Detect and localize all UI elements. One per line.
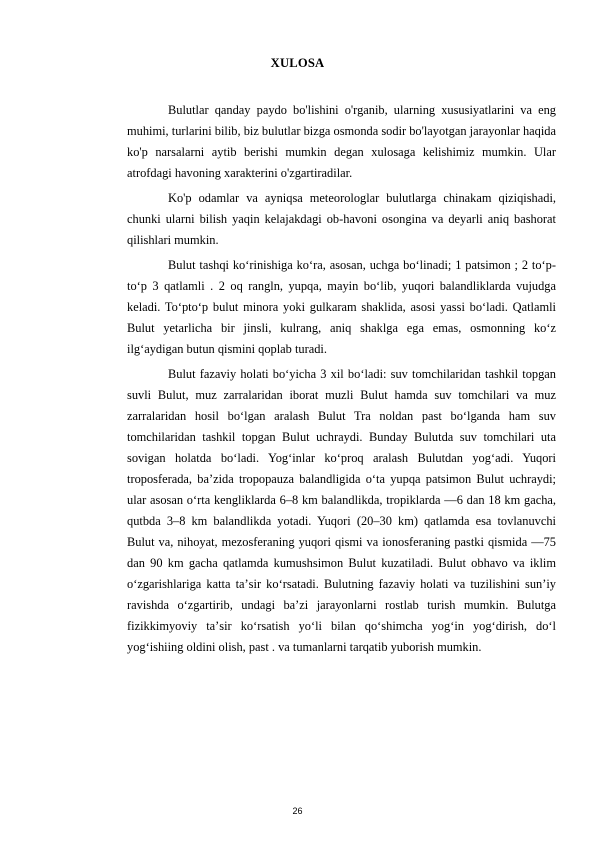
document-title: XULOSA xyxy=(270,56,325,70)
page-number: 26 xyxy=(292,806,303,816)
document-body xyxy=(127,100,556,658)
paragraph-2: Ko'p odamlar va ayniqsa meteorologlar bulutlarga chinakam qiziqishadi, chunki ularni bilish yaqin kelajakdagi ob-havoni osongina va deyarli aniq bashorat qilishlari mumkin. xyxy=(127,191,556,247)
paragraph-4: Bulut fazaviy holati boʻyicha 3 xil boʻladi: suv tomchilaridan tashkil topgan suvli Bulut, muz zarralaridan iborat muzli Bulut hamda suv tomchilari va muz zarralaridan hosil boʻlgan aralash Bulut Tra noldan past boʻlganda ham suv tomchilaridan tashkil topgan Bulut uchraydi. Bunday Bulutda suv tomchilari uta sovigan holatda boʻladi. Yogʻinlar koʻproq aralash Bulutdan yogʻadi. Yuqori troposferada, baʼzida tropopauza balandligida oʻta yupqa patsimon Bulut uchraydi; ular asosan oʻrta kengliklarda 6–8 km balandlikda, tropiklarda —6 dan 18 km gacha, qutbda 3–8 km balandlikda yotadi. Yuqori (20–30 km) qatlamda esa tovlanuvchi Bulut va, nihoyat, mezosferaning yuqori qismi va ionosferaning pastki qismida —75 dan 90 km gacha qatlamda kumushsimon Bulut kuzatiladi. Bulut obhavo va iklim oʻzgarishlariga katta taʼsir koʻrsatadi. Bulutning fazaviy holati va tuzilishini sunʼiy ravishda oʻzgartirib, undagi baʼzi jarayonlarni rostlab turish mumkin. Bulutga fizikkimyoviy taʼsir koʻrsatish yoʻli bilan qoʻshimcha yogʻin yogʻdirish, doʻl yogʻishiing oldini olish, past . va tumanlarni tarqatib yuborish mumkin. xyxy=(127,367,556,654)
paragraph-3: Bulut tashqi koʻrinishiga koʻra, asosan, uchga boʻlinadi; 1 patsimon ; 2 toʻp-toʻp 3 qatlamli . 2 oq rangln, yupqa, mayin boʻlib, yuqori balandliklarda vujudga keladi. Toʻptoʻp bulut minora yoki gulkaram shaklida, asosi yassi boʻladi. Qatlamli Bulut yetarlicha bir jinsli, kulrang, aniq shaklga ega emas, osmonning koʻz ilgʻaydigan butun qismini qoplab turadi. xyxy=(127,258,556,356)
paragraph-1: Bulutlar qanday paydo bo'lishini o'rganib, ularning xususiyatlarini va eng muhimi, turlarini bilib, biz bulutlar bizga osmonda sodir bo'layotgan jarayonlar haqida ko'p narsalarni aytib berishi mumkin degan xulosaga kelishimiz mumkin. Ular atrofdagi havoning xarakterini o'zgartiradilar. xyxy=(127,103,556,180)
